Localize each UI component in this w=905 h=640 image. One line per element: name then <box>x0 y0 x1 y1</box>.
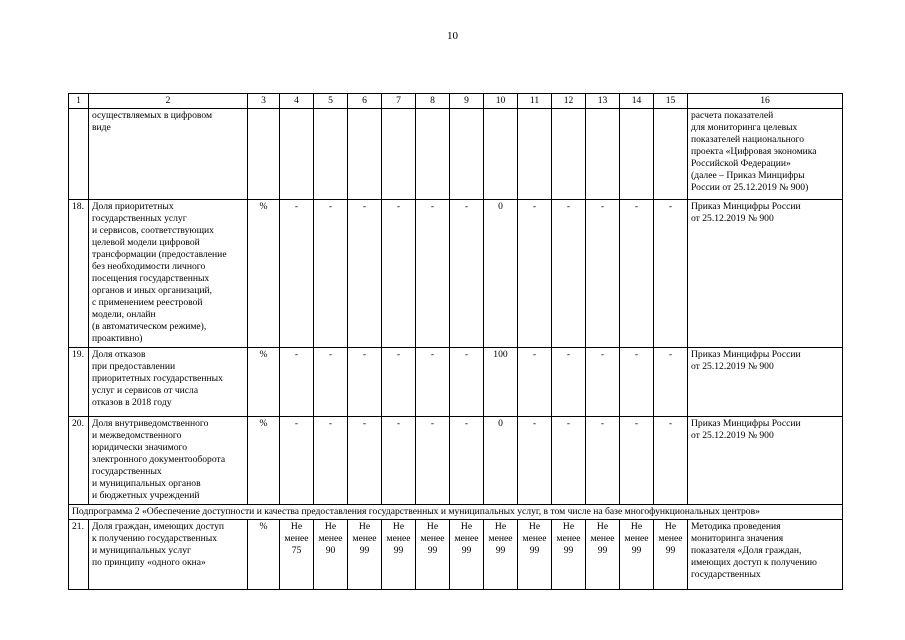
table-row <box>69 200 843 348</box>
value-cell: - <box>654 417 688 505</box>
unit-cell: % <box>248 520 280 590</box>
header-cell: 9 <box>450 94 484 109</box>
indicator-name: Доля отказов при предоставлении приоритетных государственных услуг и сервисов от числа отказов в 2018 году <box>89 348 248 417</box>
value-cell: - <box>620 200 654 348</box>
page-number: 10 <box>447 30 458 42</box>
value-cell: Не менее 99 <box>348 520 382 590</box>
table-row <box>69 109 843 200</box>
value-cell: - <box>416 417 450 505</box>
source-document: расчета показателей для мониторинга целевых показателей национального проекта «Цифровая экономика Российской Федерации» (далее – Приказ Минцифры России от 25.12.2019 № 900) <box>688 109 843 200</box>
value-cell <box>586 109 620 200</box>
value-cell <box>552 109 586 200</box>
value-cell: - <box>450 200 484 348</box>
value-cell: - <box>518 348 552 417</box>
source-document: Приказ Минцифры России от 25.12.2019 № 900 <box>688 417 843 505</box>
header-cell: 6 <box>348 94 382 109</box>
value-cell: Не менее 75 <box>280 520 314 590</box>
header-cell: 16 <box>688 94 843 109</box>
value-cell <box>280 109 314 200</box>
header-cell: 7 <box>382 94 416 109</box>
value-cell: - <box>416 200 450 348</box>
value-cell: - <box>654 348 688 417</box>
value-cell: Не менее 90 <box>314 520 348 590</box>
header-cell: 2 <box>89 94 248 109</box>
value-cell: - <box>620 348 654 417</box>
value-cell: Не менее 99 <box>518 520 552 590</box>
value-cell <box>314 109 348 200</box>
value-cell: - <box>382 417 416 505</box>
header-cell: 15 <box>654 94 688 109</box>
value-cell: - <box>586 417 620 505</box>
indicator-name: осуществляемых в цифровом виде <box>89 109 248 200</box>
subprogram-title: Подпрограмма 2 «Обеспечение доступности и качества предоставления государственных и муниципальных услуг, в том числе на базе многофункциональных центров» <box>69 505 843 520</box>
source-document: Приказ Минцифры России от 25.12.2019 № 900 <box>688 200 843 348</box>
value-cell <box>518 109 552 200</box>
value-cell: - <box>314 348 348 417</box>
row-number: 19. <box>69 348 89 417</box>
value-cell: Не менее 99 <box>484 520 518 590</box>
row-number <box>69 109 89 200</box>
value-cell <box>484 109 518 200</box>
value-cell: - <box>280 348 314 417</box>
header-cell: 5 <box>314 94 348 109</box>
value-cell: - <box>552 200 586 348</box>
value-cell: - <box>348 348 382 417</box>
header-cell: 12 <box>552 94 586 109</box>
value-cell: - <box>314 200 348 348</box>
row-number: 20. <box>69 417 89 505</box>
indicators-table <box>68 93 843 590</box>
value-cell: Не менее 99 <box>450 520 484 590</box>
value-cell: - <box>416 348 450 417</box>
value-cell: - <box>280 200 314 348</box>
value-cell: - <box>552 348 586 417</box>
value-cell: - <box>620 417 654 505</box>
value-cell: 100 <box>484 348 518 417</box>
table-row <box>69 520 843 590</box>
value-cell: Не менее 99 <box>382 520 416 590</box>
row-number: 21. <box>69 520 89 590</box>
value-cell <box>382 109 416 200</box>
header-cell: 1 <box>69 94 89 109</box>
value-cell: 0 <box>484 200 518 348</box>
value-cell: - <box>518 200 552 348</box>
value-cell: - <box>518 417 552 505</box>
value-cell <box>416 109 450 200</box>
value-cell: - <box>552 417 586 505</box>
unit-cell: % <box>248 200 280 348</box>
indicator-name: Доля граждан, имеющих доступ к получению государственных и муниципальных услуг по принципу «одного окна» <box>89 520 248 590</box>
value-cell: Не менее 99 <box>416 520 450 590</box>
header-cell: 4 <box>280 94 314 109</box>
value-cell: - <box>314 417 348 505</box>
value-cell: - <box>654 200 688 348</box>
column-number-row <box>69 94 843 109</box>
value-cell <box>654 109 688 200</box>
value-cell: - <box>586 348 620 417</box>
value-cell <box>620 109 654 200</box>
value-cell: Не менее 99 <box>586 520 620 590</box>
unit-cell <box>248 109 280 200</box>
value-cell: 0 <box>484 417 518 505</box>
table-row <box>69 348 843 417</box>
value-cell: Не менее 99 <box>552 520 586 590</box>
value-cell: - <box>586 200 620 348</box>
header-cell: 3 <box>248 94 280 109</box>
value-cell <box>450 109 484 200</box>
header-cell: 8 <box>416 94 450 109</box>
value-cell: - <box>280 417 314 505</box>
table-row <box>69 417 843 505</box>
value-cell: - <box>348 200 382 348</box>
header-cell: 14 <box>620 94 654 109</box>
value-cell: - <box>382 348 416 417</box>
header-cell: 13 <box>586 94 620 109</box>
value-cell: Не менее 99 <box>620 520 654 590</box>
value-cell: - <box>450 348 484 417</box>
indicator-name: Доля приоритетных государственных услуг и сервисов, соответствующих целевой модели цифровой трансформации (предоставление без необходимости личного посещения государственных органов и иных организаций, с применением реестровой модели, онлайн (в автоматическом режиме), проактивно) <box>89 200 248 348</box>
source-document: Методика проведения мониторинга значения показателя «Доля граждан, имеющих доступ к получению государственных <box>688 520 843 590</box>
value-cell: - <box>382 200 416 348</box>
value-cell: Не менее 99 <box>654 520 688 590</box>
header-cell: 10 <box>484 94 518 109</box>
value-cell: - <box>450 417 484 505</box>
indicator-name: Доля внутриведомственного и межведомственного юридически значимого электронного документооборота государственных и муниципальных органов и бюджетных учреждений <box>89 417 248 505</box>
subprogram-row <box>69 505 843 520</box>
header-cell: 11 <box>518 94 552 109</box>
source-document: Приказ Минцифры России от 25.12.2019 № 900 <box>688 348 843 417</box>
row-number: 18. <box>69 200 89 348</box>
unit-cell: % <box>248 417 280 505</box>
value-cell: - <box>348 417 382 505</box>
unit-cell: % <box>248 348 280 417</box>
value-cell <box>348 109 382 200</box>
